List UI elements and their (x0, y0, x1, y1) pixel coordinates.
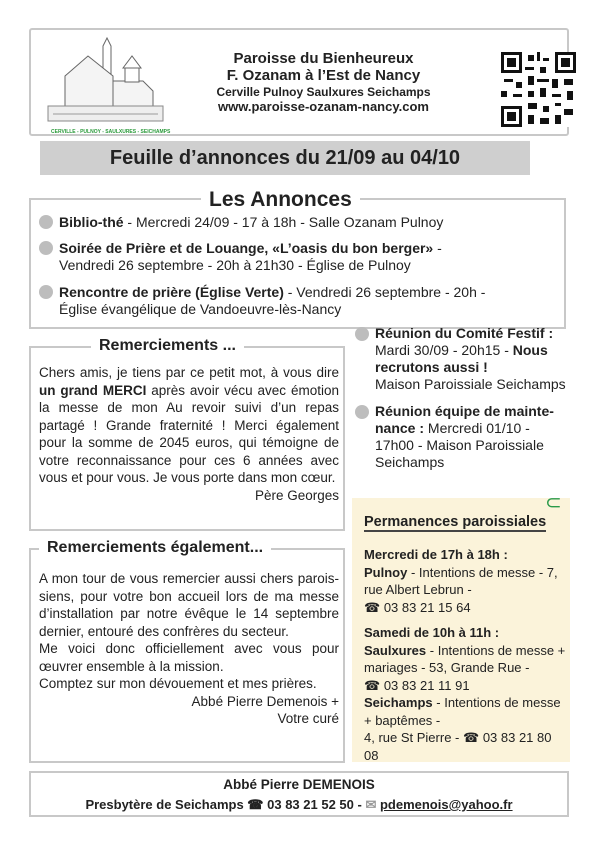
permanences-heading: Permanences paroissiales (364, 514, 547, 530)
annonces-box (29, 188, 566, 329)
signature: Père Georges (254, 487, 339, 503)
logo-caption: CERVILLE - PULNOY - SAULXURES - SEICHAMPS (51, 129, 171, 135)
events-list (355, 325, 570, 471)
page-title: Feuille d’annonces du 21/09 au 04/10 (40, 141, 530, 175)
footer-name: Abbé Pierre DEMENOIS (223, 777, 375, 792)
bullet-icon (39, 285, 53, 299)
bullet-icon (355, 327, 369, 341)
qr-code-icon (501, 52, 576, 127)
annonce-item: Rencontre de prière (Église Verte) - Vendredi 26 septembre - 20h - Église évangélique de Vandoeuvre-lès-Nancy (39, 284, 559, 318)
bullet-icon (355, 405, 369, 419)
email-icon: ✉ (365, 797, 377, 812)
church-logo (43, 36, 173, 136)
remerciements2-box (29, 539, 345, 763)
parish-heading (181, 50, 466, 115)
permanences-box (352, 492, 570, 763)
parish-line1: Paroisse du Bienheureux (233, 50, 414, 67)
phone-icon: ☎ (364, 599, 381, 615)
annonce-item: Soirée de Prière et de Louange, «L’oasis du bon berger» - Vendredi 26 septembre - 20h à 21h30 - Église de Pulnoy (39, 240, 559, 274)
phone-icon: ☎ (364, 677, 381, 693)
footer-contact: Presbytère de Seichamps ☎ 03 83 21 52 50 - ✉ pdemenois@yahoo.fr (85, 797, 513, 812)
phone-icon: ☎ (247, 797, 264, 812)
annonce-item: Biblio-thé - Mercredi 24/09 - 17 à 18h - Salle Ozanam Pulnoy (39, 214, 559, 231)
annonces-heading: Les Annonces (201, 188, 360, 212)
bullet-icon (39, 241, 53, 255)
event-item: Réunion du Comité Festif : Mardi 30/09 - 20h15 - Nous recrutons aussi ! Maison Paroissiale Seichamps (355, 325, 570, 393)
remerciements-text: Chers amis, je tiens par ce petit mot, à vous dire un grand MERCI après avoir vécu avec émotion la messe de mon Au revoir suivi d’un repas partagé ! Grande fraternité ! Merci également pour la somme de 2045 euros, qui témoigne de votre reconnaissance pour ces 6 années avec vous et pour vous. Je vous porte dans mon cœur. Père Georges (39, 365, 339, 503)
parish-villages: Cerville Pulnoy Saulxures Seichamps (216, 85, 431, 99)
parish-line2: F. Ozanam à l’Est de Nancy (226, 67, 421, 84)
header-box (29, 28, 569, 136)
permanences-text: Mercredi de 17h à 18h : Pulnoy - Intentions de messe - 7, rue Albert Lebrun - ☎ 03 83 21 15 64 Samedi de 10h à 11h : Saulxures - Intentions de messe + mariages - 53, Grande Rue - ☎ 03 83 21 11 91 Seichamps - Intentions de messe + baptêmes - 4, rue St Pierre - ☎ 03 83 21 80 08 (364, 547, 566, 763)
remerciements-box (29, 337, 345, 531)
remerciements-heading: Remerciements ... (91, 337, 244, 355)
remerciements2-text: A mon tour de vous remercier aussi chers parois-siens, pour votre bon accueil lors de ma messe d’installation par notre évêque le 14 septembre dernier, entouré des confrères du secteur. Me voici donc officiellement avec vous pour œuvrer ensemble à la mission. Comptez sur mon dévouement et mes prières. Abbé Pierre Demenois + Votre curé (39, 571, 339, 726)
email-link[interactable]: pdemenois@yahoo.fr (379, 797, 513, 812)
bullet-icon (39, 215, 53, 229)
parish-website[interactable]: www.paroisse-ozanam-nancy.com (218, 99, 429, 114)
event-item: Réunion équipe de mainte-nance : Mercredi 01/10 - 17h00 - Maison Paroissiale Seichamps (355, 403, 570, 471)
remerciements2-heading: Remerciements également... (39, 539, 271, 557)
paperclip-icon: ⊂ (545, 492, 562, 514)
phone-icon: ☎ (462, 730, 480, 745)
footer-box (29, 771, 569, 817)
